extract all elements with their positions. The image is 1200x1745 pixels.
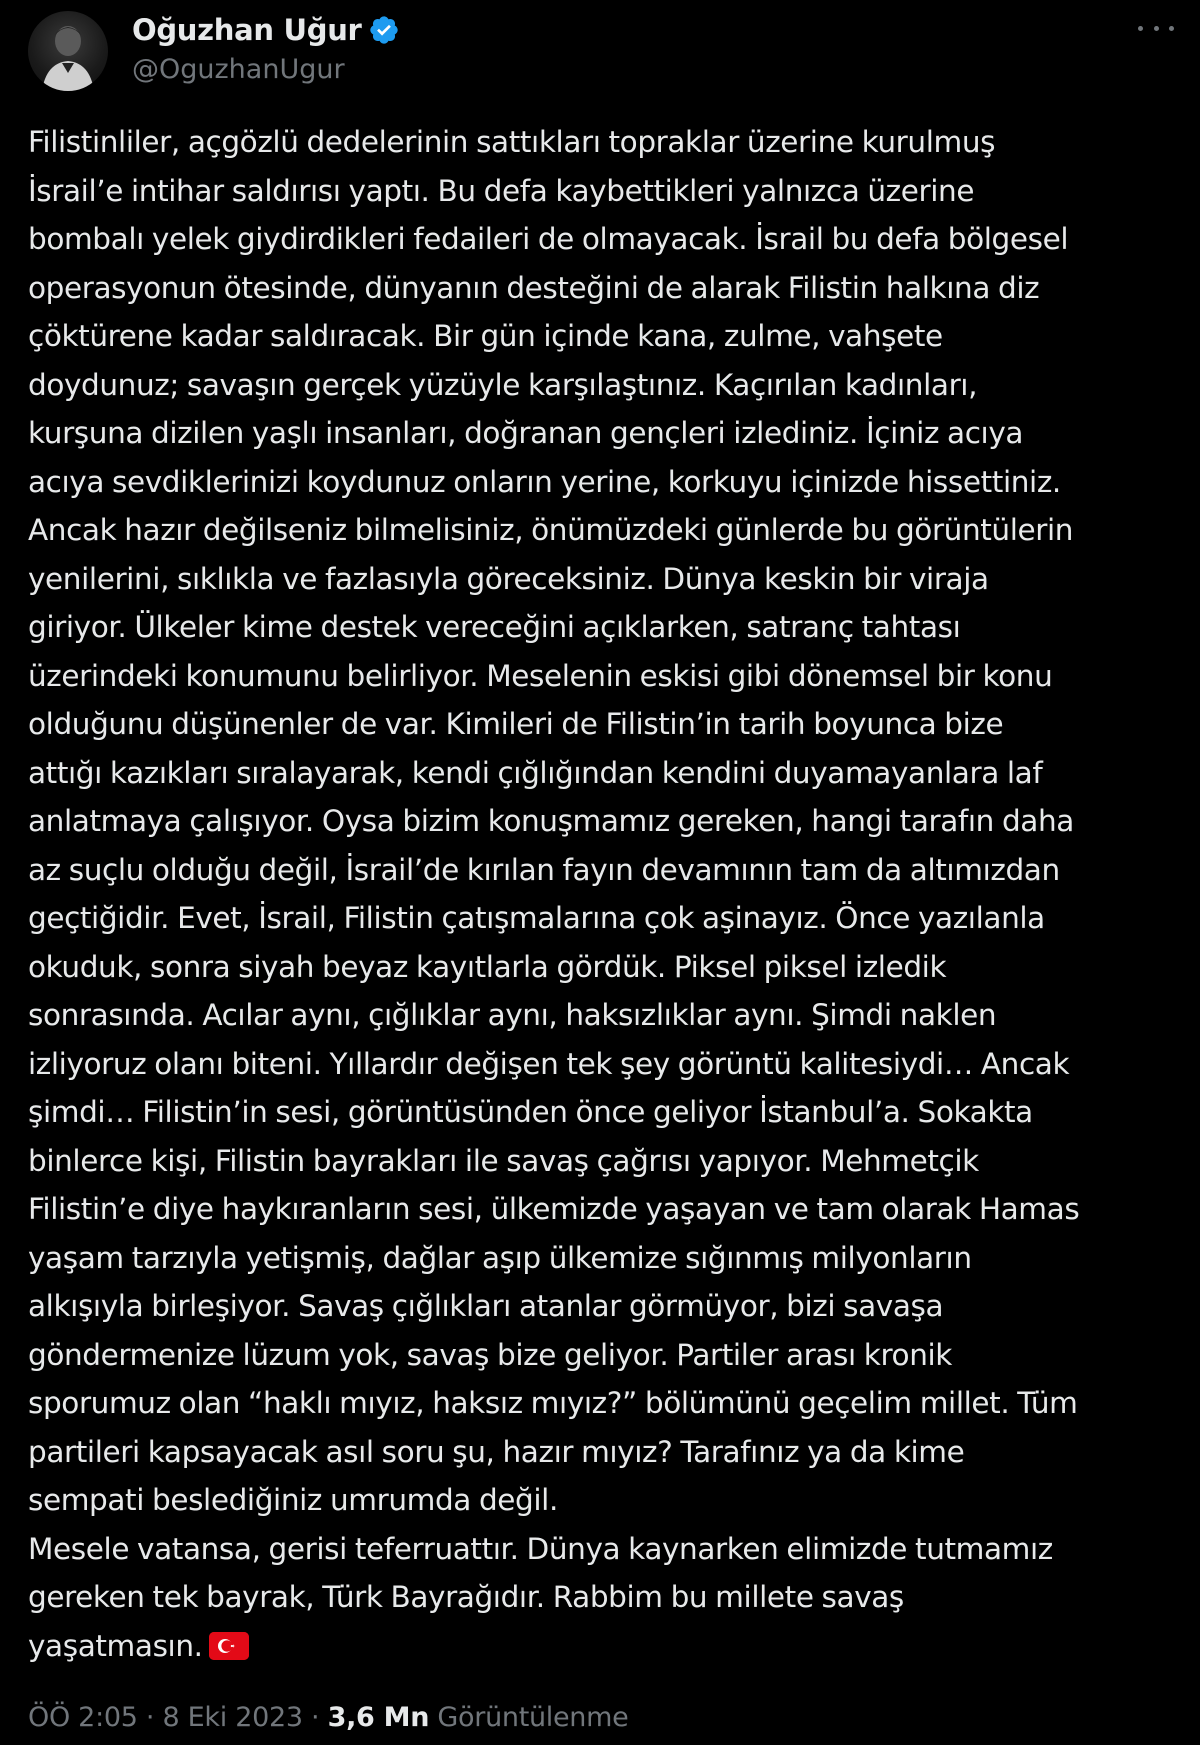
- author-info: [132, 12, 400, 85]
- tweet-text-line: gereken tek bayrak, Türk Bayrağıdır. Rabbim bu millete savaş: [28, 1580, 904, 1614]
- tweet-text-line: binlerce kişi, Filistin bayrakları ile savaş çağrısı yapıyor. Mehmetçik: [28, 1143, 979, 1178]
- tweet-text-line: Filistinliler, açgözlü dedelerinin sattıkları topraklar üzerine kurulmuş: [28, 125, 996, 159]
- tweet-text-line: İsrail’e intihar saldırısı yaptı. Bu defa kaybettikleri yalnızca üzerine: [28, 173, 975, 208]
- tweet-text-line: geçtiğidir. Evet, İsrail, Filistin çatışmalarına çok aşinayız. Önce yazılanla: [28, 901, 1045, 935]
- tweet-text-line: Filistin’e diye haykıranların sesi, ülkemizde yaşayan ve tam olarak Hamas: [28, 1192, 1080, 1226]
- turkish-flag-icon: [209, 1632, 249, 1660]
- tweet-text-line: Mesele vatansa, gerisi teferruattır. Dünya kaynarken elimizde tutmamız: [28, 1531, 1053, 1566]
- tweet-text-line: göndermenize lüzum yok, savaş bize geliyor. Partiler arası kronik: [28, 1337, 952, 1372]
- tweet-text-line: yenilerini, sıklıkla ve fazlasıyla göreceksiniz. Dünya keskin bir viraja: [28, 561, 989, 596]
- tweet-text-line: attığı kazıkları sıralayarak, kendi çığlığından kendini duyamayanlara laf: [28, 755, 1043, 790]
- tweet-text-line: yaşatmasın.: [28, 1628, 203, 1663]
- tweet-text-line: yaşam tarzıyla yetişmiş, dağlar aşıp ülkemize sığınmış milyonların: [28, 1240, 972, 1275]
- tweet-text-line: okuduk, sonra siyah beyaz kayıtlarla gördük. Piksel piksel izledik: [28, 949, 947, 984]
- tweet-text-line: Ancak hazır değilseniz bilmelisiniz, önümüzdeki günlerde bu görüntülerin: [28, 513, 1074, 547]
- tweet-text-line: doydunuz; savaşın gerçek yüzüyle karşılaştınız. Kaçırılan kadınları,: [28, 367, 978, 402]
- tweet-text-line: kurşuna dizilen yaşlı insanları, doğranan gençleri izlediniz. İçiniz acıya: [28, 416, 1024, 450]
- more-options-icon[interactable]: [1138, 16, 1174, 40]
- tweet-text-line: sporumuz olan “haklı mıyız, haksız mıyız?” bölümünü geçelim millet. Tüm: [28, 1386, 1078, 1420]
- tweet-text-line: alkışıyla birleşiyor. Savaş çığlıkları atanlar görmüyor, bizi savaşa: [28, 1289, 944, 1323]
- tweet-text-line: olduğunu düşünenler de var. Kimileri de Filistin’in tarih boyunca bize: [28, 707, 1004, 741]
- avatar[interactable]: [28, 11, 108, 91]
- views-label: Görüntülenme: [429, 1702, 629, 1733]
- tweet-text-line: üzerindeki konumunu belirliyor. Meselenin eskisi gibi dönemsel bir konu: [28, 658, 1053, 693]
- meta-separator: ·: [302, 1702, 328, 1733]
- tweet-date[interactable]: 8 Eki 2023: [162, 1702, 303, 1733]
- tweet-text-line: anlatmaya çalışıyor. Oysa bizim konuşmamız gereken, hangi tarafın daha: [28, 804, 1074, 838]
- handle[interactable]: @OguzhanUgur: [132, 54, 345, 85]
- tweet-text: [28, 118, 1178, 1670]
- tweet-meta: [28, 1702, 628, 1733]
- tweet-text-line: şimdi… Filistin’in sesi, görüntüsünden önce geliyor İstanbul’a. Sokakta: [28, 1095, 1033, 1129]
- tweet-text-line: sempati beslediğiniz umrumda değil.: [28, 1483, 558, 1517]
- tweet-header: [28, 8, 1178, 92]
- views-count[interactable]: 3,6 Mn: [327, 1702, 430, 1733]
- tweet-text-line: izliyoruz olanı biteni. Yıllardır değişen tek şey görüntü kalitesiydi… Ancak: [28, 1046, 1070, 1081]
- verified-badge-icon: [368, 14, 400, 46]
- tweet-text-line: partileri kapsayacak asıl soru şu, hazır mıyız? Tarafınız ya da kime: [28, 1434, 965, 1469]
- tweet-text-line: acıya sevdiklerinizi koydunuz onların yerine, korkuyu içinizde hissettiniz.: [28, 464, 1061, 499]
- display-name[interactable]: Oğuzhan Uğur: [132, 13, 362, 47]
- tweet-text-line: sonrasında. Acılar aynı, çığlıklar aynı, haksızlıklar aynı. Şimdi naklen: [28, 998, 997, 1032]
- tweet-text-line: operasyonun ötesinde, dünyanın desteğini de alarak Filistin halkına diz: [28, 270, 1040, 305]
- tweet-text-line: bombalı yelek giydirdikleri fedaileri de olmayacak. İsrail bu defa bölgesel: [28, 222, 1069, 256]
- tweet-text-line: giriyor. Ülkeler kime destek vereceğini açıklarken, satranç tahtası: [28, 610, 961, 644]
- tweet-text-line: az suçlu olduğu değil, İsrail’de kırılan fayın devamının tam da altımızdan: [28, 852, 1060, 887]
- tweet-text-line: çöktürene kadar saldıracak. Bir gün içinde kana, zulme, vahşete: [28, 319, 943, 353]
- tweet-time[interactable]: ÖÖ 2:05: [28, 1702, 138, 1733]
- tweet-text-last-line: [28, 1622, 1178, 1671]
- meta-separator: ·: [137, 1702, 163, 1733]
